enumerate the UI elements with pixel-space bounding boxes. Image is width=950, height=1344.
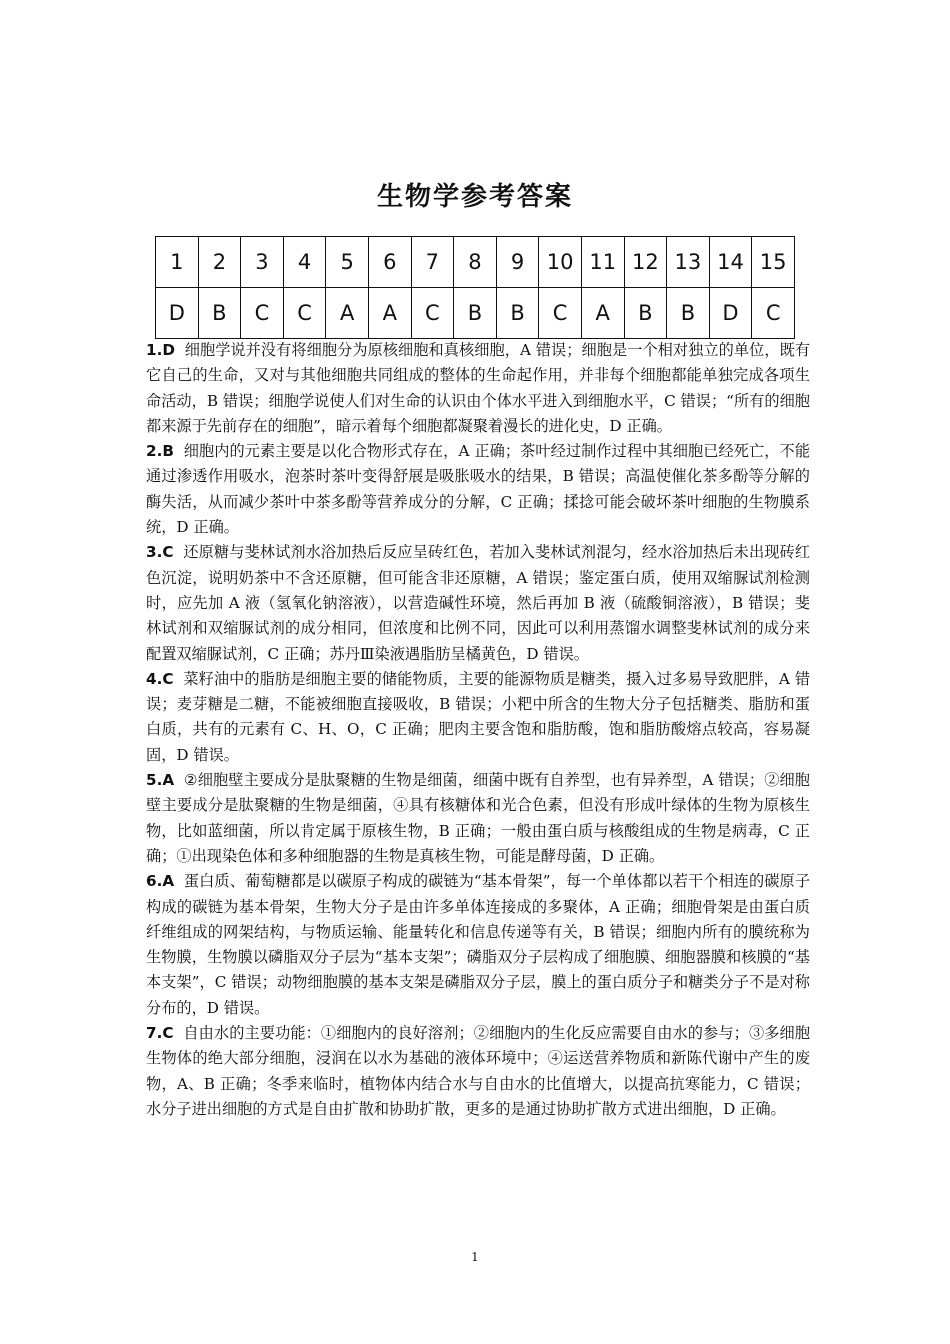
explanation-label: 5.A xyxy=(146,771,175,790)
explanation-text: 还原糖与斐林试剂水浴加热后反应呈砖红色，若加入斐林试剂混匀，经水浴加热后未出现砖红色沉淀，说明奶茶中不含还原糖，但可能含非还原糖，A 错误；鉴定蛋白质，使用双缩脲试剂检测时，应先加 A 液（氢氧化钠溶液），以营造碱性环境，然后再加 B 液（硫酸铜溶液），B 错误；斐林试剂和双缩脲试剂的成分相同，但浓度和比例不同，因此可以利用蒸馏水调整斐林试剂的成分来配置双缩脲试剂，C 正确；苏丹Ⅲ染液遇脂肪呈橘黄色，D 错误。 xyxy=(146,543,811,663)
question-number-cell: 9 xyxy=(496,237,539,288)
question-number-cell: 15 xyxy=(752,237,795,288)
explanation-label: 4.C xyxy=(146,669,174,688)
question-number-cell: 12 xyxy=(624,237,667,288)
answer-cell: D xyxy=(156,288,199,339)
answer-cell: B xyxy=(198,288,241,339)
answer-table-answer-row xyxy=(156,288,795,339)
question-number-cell: 1 xyxy=(156,237,199,288)
question-number-cell: 7 xyxy=(411,237,454,288)
explanation-text: ②细胞壁主要成分是肽聚糖的生物是细菌，细菌中既有自养型，也有异养型，A 错误；②细胞壁主要成分是肽聚糖的生物是细菌，④具有核糖体和光合色素，但没有形成叶绿体的生物为原核生物，比如蓝细菌，所以肯定属于原核生物，B 正确；一般由蛋白质与核酸组成的生物是病毒，C 正确；①出现染色体和多种细胞器的生物是真核生物，可能是酵母菌，D 正确。 xyxy=(146,771,810,865)
explanation-2 xyxy=(146,439,810,540)
question-number-cell: 11 xyxy=(581,237,624,288)
explanation-text: 细胞内的元素主要是以化合物形式存在，A 正确；茶叶经过制作过程中其细胞已经死亡，不能通过渗透作用吸水，泡茶时茶叶变得舒展是吸胀吸水的结果，B 错误；高温使催化茶多酚等分解的酶失活，从而减少茶叶中茶多酚等营养成分的分解，C 正确；揉捻可能会破坏茶叶细胞的生物膜系统，D 正确。 xyxy=(146,442,811,537)
answer-cell: C xyxy=(283,288,326,339)
answer-table-number-row xyxy=(156,237,795,288)
explanation-label: 6.A xyxy=(146,872,175,891)
explanation-3 xyxy=(146,540,810,666)
answer-cell: B xyxy=(667,288,710,339)
answer-cell: A xyxy=(368,288,411,339)
question-number-cell: 14 xyxy=(709,237,752,288)
question-number-cell: 5 xyxy=(326,237,369,288)
explanation-4 xyxy=(146,667,810,768)
explanation-6 xyxy=(146,869,810,1021)
answer-cell: C xyxy=(752,288,795,339)
answer-cell: B xyxy=(454,288,497,339)
answer-cell: D xyxy=(709,288,752,339)
answer-cell: B xyxy=(496,288,539,339)
question-number-cell: 6 xyxy=(368,237,411,288)
answer-table xyxy=(155,236,795,339)
explanation-7 xyxy=(146,1021,810,1122)
answer-cell: A xyxy=(581,288,624,339)
explanation-label: 2.B xyxy=(146,442,174,461)
question-number-cell: 13 xyxy=(667,237,710,288)
question-number-cell: 3 xyxy=(241,237,284,288)
answer-cell: B xyxy=(624,288,667,339)
explanation-label: 7.C xyxy=(146,1024,174,1043)
explanation-label: 1.D xyxy=(146,341,175,359)
question-number-cell: 10 xyxy=(539,237,582,288)
explanations xyxy=(146,338,810,1122)
explanation-5 xyxy=(146,768,810,869)
question-number-cell: 4 xyxy=(283,237,326,288)
answer-cell: C xyxy=(539,288,582,339)
explanation-label: 3.C xyxy=(146,543,174,562)
answer-cell: A xyxy=(326,288,369,339)
explanation-text: 细胞学说并没有将细胞分为原核细胞和真核细胞，A 错误；细胞是一个相对独立的单位，既有它自己的生命，又对与其他细胞共同组成的整体的生命起作用，并非每个细胞都能单独完成各项生命活动，B 错误；细胞学说使人们对生命的认识由个体水平进入到细胞水平，C 错误；“所有的细胞都来源于先前存在的细胞”，暗示着每个细胞都凝聚着漫长的进化史，D 正确。 xyxy=(146,341,811,435)
explanation-text: 菜籽油中的脂肪是细胞主要的储能物质，主要的能源物质是糖类，摄入过多易导致肥胖，A 错误；麦芽糖是二糖，不能被细胞直接吸收，B 错误；小粑中所含的生物大分子包括糖类、脂肪和蛋白质，共有的元素有 C、H、O，C 正确；肥肉主要含饱和脂肪酸，饱和脂肪酸熔点较高，容易凝固，D 错误。 xyxy=(146,669,811,764)
question-number-cell: 8 xyxy=(454,237,497,288)
page-title: 生物学参考答案 xyxy=(376,182,573,212)
explanation-text: 蛋白质、葡萄糖都是以碳原子构成的碳链为“基本骨架”，每一个单体都以若干个相连的碳原子构成的碳链为基本骨架，生物大分子是由许多单体连接成的多聚体，A 正确；细胞骨架是由蛋白质纤维组成的网架结构，与物质运输、能量转化和信息传递等有关，B 错误；细胞内所有的膜统称为生物膜，生物膜以磷脂双分子层为“基本支架”；磷脂双分子层构成了细胞膜、细胞器膜和核膜的“基本支架”，C 错误；动物细胞膜的基本支架是磷脂双分子层，膜上的蛋白质分子和糖类分子不是对称分布的，D 错误。 xyxy=(146,872,811,1017)
page-number: 1 xyxy=(471,1250,479,1264)
question-number-cell: 2 xyxy=(198,237,241,288)
answer-cell: C xyxy=(411,288,454,339)
explanation-1 xyxy=(146,338,810,439)
explanation-text: 自由水的主要功能：①细胞内的良好溶剂；②细胞内的生化反应需要自由水的参与；③多细胞生物体的绝大部分细胞，浸润在以水为基础的液体环境中；④运送营养物质和新陈代谢中产生的废物，A、B 正确；冬季来临时，植物体内结合水与自由水的比值增大，以提高抗寒能力，C 错误；水分子进出细胞的方式是自由扩散和协助扩散，更多的是通过协助扩散方式进出细胞，D 正确。 xyxy=(146,1024,811,1118)
answer-cell: C xyxy=(241,288,284,339)
